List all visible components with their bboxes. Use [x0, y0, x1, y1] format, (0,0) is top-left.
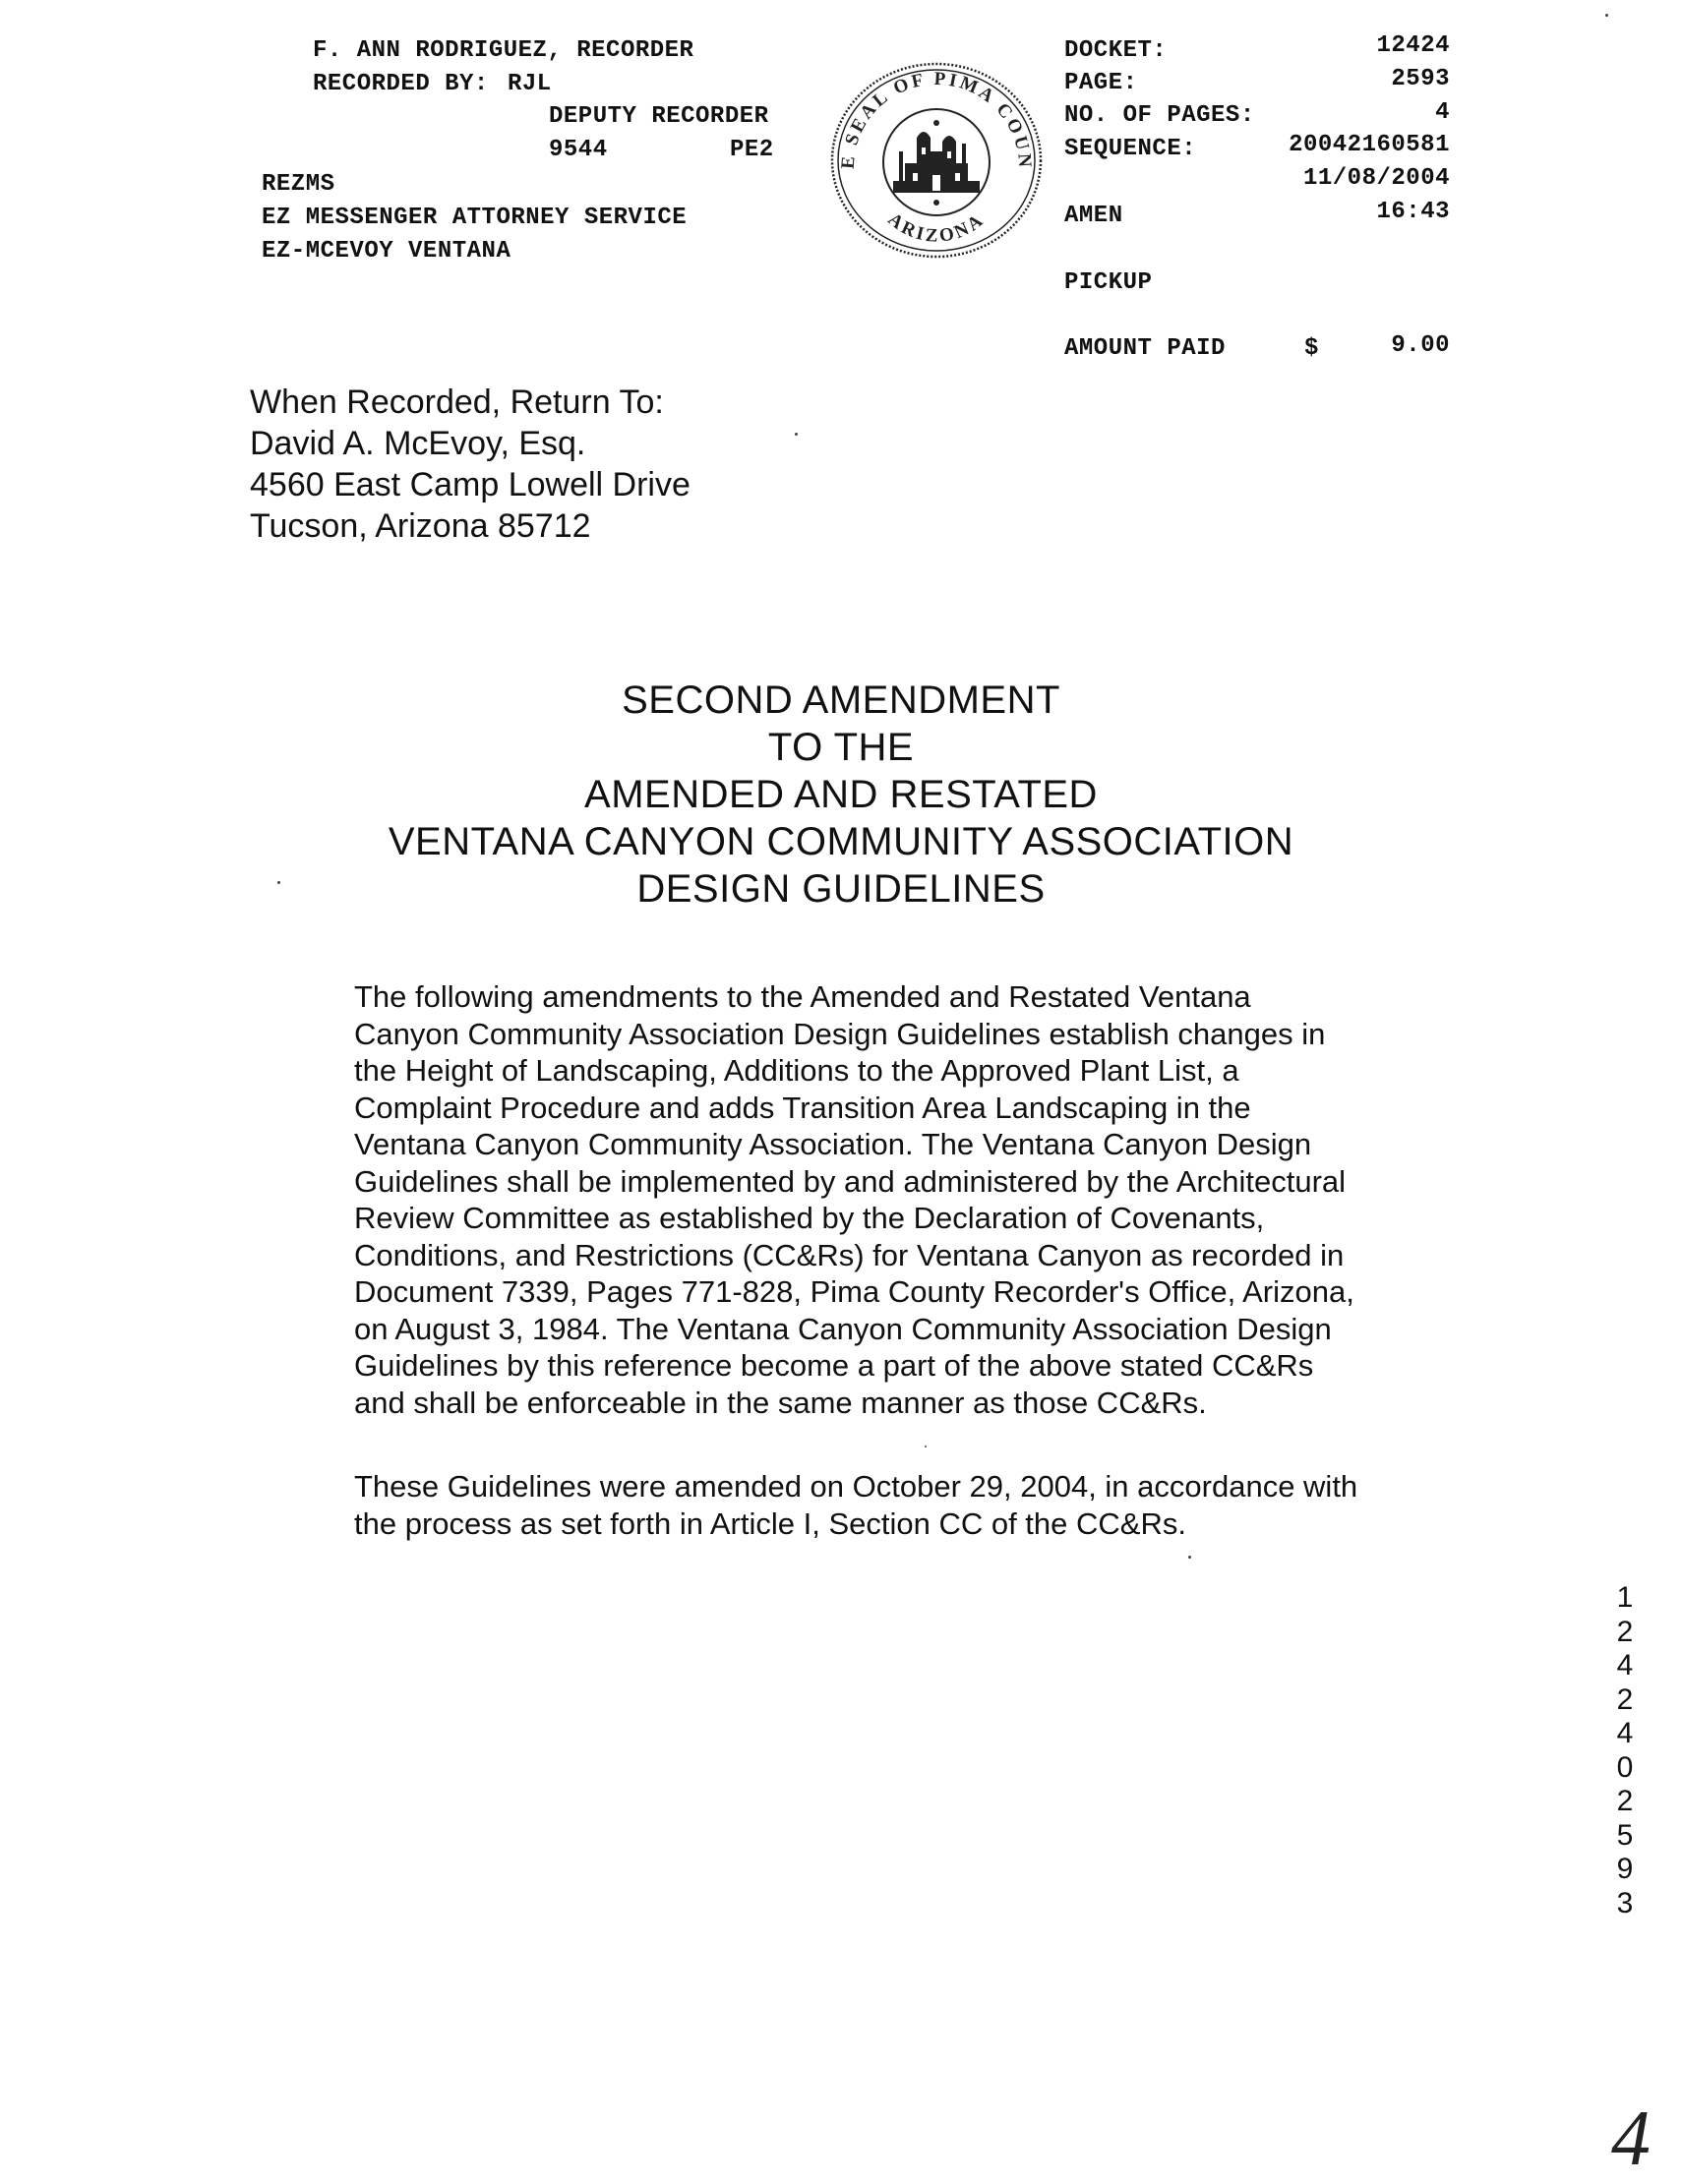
pages-value: 4: [1435, 99, 1450, 126]
amount-paid-label: AMOUNT PAID: [1064, 335, 1226, 362]
page-label: PAGE:: [1064, 70, 1138, 96]
recorder-code-2: PE2: [730, 137, 774, 163]
body-line: Canyon Community Association Design Guidelines establish changes in: [354, 1016, 1326, 1051]
stamp-digit: 5: [1616, 1818, 1634, 1852]
messenger-service: EZ MESSENGER ATTORNEY SERVICE: [262, 205, 688, 231]
stamp-digit: 4: [1616, 1717, 1634, 1749]
stamp-digit: 3: [1616, 1886, 1634, 1919]
stamp-digit: 2: [1616, 1615, 1634, 1648]
body-line: Guidelines by this reference become a part of the above stated CC&Rs: [354, 1348, 1314, 1383]
side-recording-stamp: [1610, 1581, 1640, 1920]
pickup-label: PICKUP: [1064, 269, 1153, 296]
scan-speck: [925, 1446, 927, 1447]
return-street: 4560 East Camp Lowell Drive: [250, 466, 691, 503]
body-line: Ventana Canyon Community Association. The Ventana Canyon Design: [354, 1127, 1312, 1161]
recorded-by-label: RECORDED BY:: [313, 71, 489, 97]
page-value: 2593: [1391, 66, 1450, 92]
deputy-recorder: DEPUTY RECORDER: [549, 103, 769, 130]
stamp-digit: 4: [1616, 1649, 1634, 1682]
body-line: The following amendments to the Amended and Restated Ventana: [354, 979, 1251, 1014]
currency-symbol: $: [1304, 335, 1319, 362]
body-line: on August 3, 1984. The Ventana Canyon Community Association Design: [354, 1311, 1332, 1346]
seal-top-text: E SEAL OF PIMA COUN: [837, 68, 1036, 171]
return-address: [250, 382, 691, 547]
county-seal: [824, 57, 1049, 264]
scan-speck: [1605, 14, 1608, 17]
title-line-2: TO THE: [767, 726, 915, 769]
body-line: the process as set forth in Article I, Section CC of the CC&Rs.: [354, 1505, 1186, 1541]
body-line: and shall be enforceable in the same manner as those CC&Rs.: [354, 1385, 1207, 1420]
scan-speck: [1188, 1556, 1191, 1559]
seal-bottom-text: ARIZONA: [883, 208, 990, 247]
title-line-5: DESIGN GUIDELINES: [636, 867, 1046, 911]
body-line: These Guidelines were amended on October 29, 2004, in accordance with: [354, 1469, 1358, 1504]
body-line: Complaint Procedure and adds Transition Area Landscaping in the: [354, 1090, 1251, 1125]
stamp-digit: 2: [1616, 1785, 1634, 1817]
pages-label: NO. OF PAGES:: [1064, 102, 1255, 129]
docket-label: DOCKET:: [1064, 37, 1168, 64]
scan-speck: [795, 433, 798, 436]
stamp-digit: 0: [1616, 1750, 1634, 1784]
docket-value: 12424: [1376, 32, 1450, 59]
sequence-label: SEQUENCE:: [1064, 136, 1197, 162]
stamp-digit: 1: [1616, 1581, 1634, 1614]
handwritten-page-number: 4: [1611, 2095, 1651, 2182]
body-line: Guidelines shall be implemented by and administered by the Architectural: [354, 1163, 1347, 1199]
body-line: Document 7339, Pages 771-828, Pima County Recorder's Office, Arizona,: [354, 1274, 1354, 1309]
body-line: Review Committee as established by the Declaration of Covenants,: [354, 1201, 1265, 1235]
client-name: EZ-MCEVOY VENTANA: [262, 238, 511, 265]
scan-speck: [277, 881, 280, 884]
body-line: Conditions, and Restrictions (CC&Rs) for Ventana Canyon as recorded in: [354, 1237, 1345, 1272]
amen-label: AMEN: [1064, 203, 1123, 229]
return-name: David A. McEvoy, Esq.: [250, 425, 586, 462]
amount-paid-value: 9.00: [1391, 332, 1450, 359]
return-to-heading: When Recorded, Return To:: [250, 384, 664, 421]
title-line-4: VENTANA CANYON COMMUNITY ASSOCIATION: [388, 820, 1294, 863]
document-title: [295, 677, 1387, 913]
return-city: Tucson, Arizona 85712: [250, 507, 591, 545]
stamp-digit: 2: [1616, 1682, 1634, 1716]
record-date: 11/08/2004: [1302, 165, 1450, 192]
body-paragraph-2: [354, 1468, 1485, 1542]
title-line-3: AMENDED AND RESTATED: [584, 773, 1098, 816]
sequence-value: 20042160581: [1289, 132, 1450, 158]
record-time: 16:43: [1376, 199, 1450, 225]
title-line-1: SECOND AMENDMENT: [622, 679, 1060, 722]
body-line: the Height of Landscaping, Additions to the Approved Plant List, a: [354, 1053, 1239, 1088]
rezms-code: REZMS: [262, 171, 335, 198]
recorder-code-1: 9544: [549, 137, 608, 163]
body-paragraph-1: [354, 978, 1485, 1421]
recorded-by-value: RJL: [508, 71, 552, 97]
seal-graphic: [824, 57, 1049, 264]
recorder-name: F. ANN RODRIGUEZ, RECORDER: [313, 37, 694, 64]
stamp-digit: 9: [1616, 1853, 1634, 1885]
